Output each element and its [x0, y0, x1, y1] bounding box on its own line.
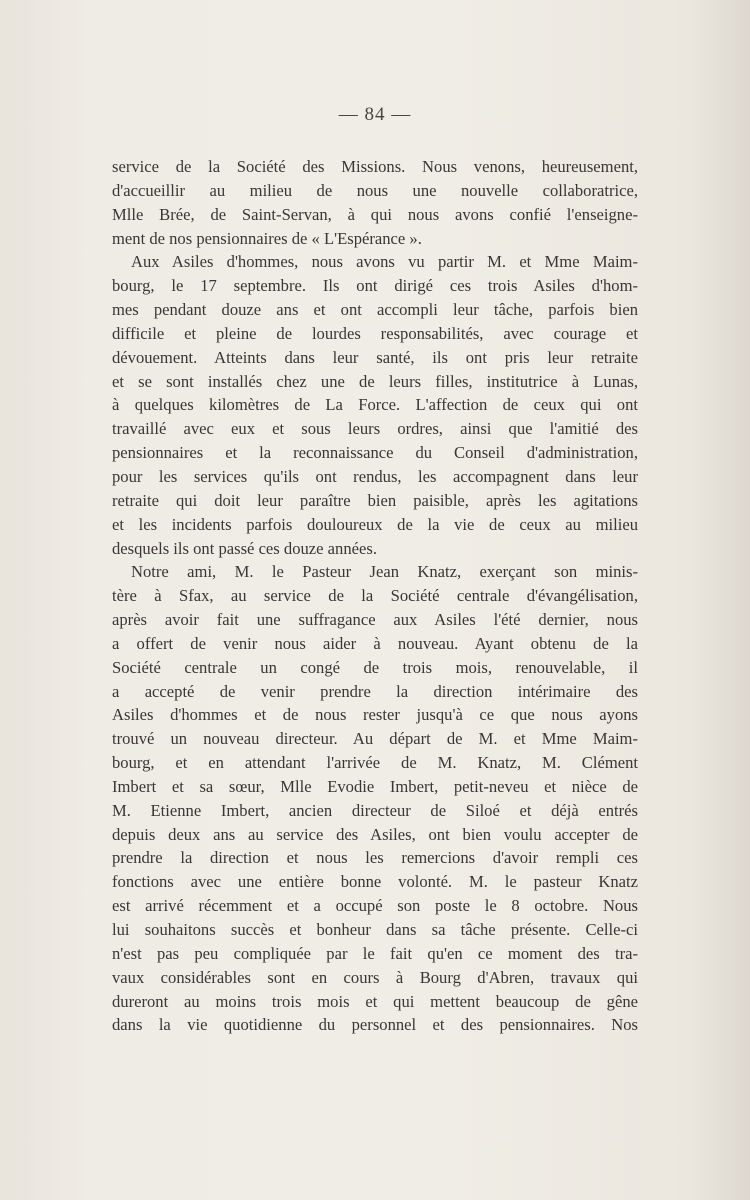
- text-line: bourg, et en attendant l'arrivée de M. Knatz, M. Clément: [112, 753, 638, 773]
- text-line: à quelques kilomètres de La Force. L'affection de ceux qui ont: [112, 395, 638, 415]
- text-line: Asiles d'hommes et de nous rester jusqu'à ce que nous ayons: [112, 705, 638, 725]
- text-line: après avoir fait une suffragance aux Asiles l'été dernier, nous: [112, 610, 638, 630]
- text-line: M. Etienne Imbert, ancien directeur de Siloé et déjà entrés: [112, 800, 638, 820]
- text-line: pensionnaires et la reconnaissance du Conseil d'administration,: [112, 443, 638, 463]
- text-line: desquels ils ont passé ces douze années.: [112, 538, 377, 558]
- text-line: service de la Société des Missions. Nous venons, heureusement,: [112, 157, 638, 176]
- text-line: lui souhaitons succès et bonheur dans sa tâche présente. Celle-ci: [112, 920, 638, 939]
- text-line: et les incidents parfois douloureux de la vie de ceux au milieu: [112, 514, 638, 534]
- text-line: depuis deux ans au service des Asiles, ont bien voulu accepter de: [112, 824, 638, 844]
- text-line: a accepté de venir prendre la direction intérimaire des: [112, 681, 638, 701]
- text-line: pour les services qu'ils ont rendus, les accompagnent dans leur: [112, 466, 638, 486]
- body-text: [112, 155, 638, 1037]
- text-line: difficile et pleine de lourdes responsabilités, avec courage et: [112, 323, 638, 343]
- text-line: travaillé avec eux et sous leurs ordres, ainsi que l'amitié des: [112, 419, 638, 439]
- text-line: vaux considérables sont en cours à Bourg d'Abren, travaux qui: [112, 967, 638, 987]
- text-line: est arrivé récemment et a occupé son poste le 8 octobre. Nous: [112, 896, 638, 916]
- text-line: prendre la direction et nous les remercions d'avoir rempli ces: [112, 848, 638, 868]
- text-line: mes pendant douze ans et ont accompli leur tâche, parfois bien: [112, 300, 638, 320]
- page-number: — 84 —: [338, 104, 412, 125]
- text-line: a offert de venir nous aider à nouveau. Ayant obtenu de la: [112, 633, 638, 653]
- text-line: Mlle Brée, de Saint-Servan, à qui nous avons confié l'enseigne-: [112, 204, 638, 224]
- text-line: dureront au moins trois mois et qui mettent beaucoup de gêne: [112, 991, 638, 1011]
- text-line: fonctions avec une entière bonne volonté. M. le pasteur Knatz: [112, 872, 638, 892]
- text-line: dévouement. Atteints dans leur santé, ils ont pris leur retraite: [112, 347, 638, 367]
- text-line: retraite qui doit leur paraître bien paisible, après les agitations: [112, 490, 638, 510]
- text-line: et se sont installés chez une de leurs filles, institutrice à Lunas,: [112, 371, 638, 391]
- text-line: Imbert et sa sœur, Mlle Evodie Imbert, petit-neveu et nièce de: [112, 776, 638, 796]
- text-line: Aux Asiles d'hommes, nous avons vu partir M. et Mme Maim-: [131, 252, 638, 272]
- text-line: bourg, le 17 septembre. Ils ont dirigé ces trois Asiles d'hom-: [112, 276, 638, 296]
- text-line: Notre ami, M. le Pasteur Jean Knatz, exerçant son minis-: [131, 562, 638, 582]
- text-line: dans la vie quotidienne du personnel et des pensionnaires. Nos: [112, 1015, 638, 1035]
- text-line: ment de nos pensionnaires de « L'Espérance ».: [112, 228, 422, 248]
- text-line: n'est pas peu compliquée par le fait qu'en ce moment des tra-: [112, 943, 638, 963]
- text-line: Société centrale un congé de trois mois, renouvelable, il: [112, 657, 638, 677]
- text-line: trouvé un nouveau directeur. Au départ de M. et Mme Maim-: [112, 729, 638, 749]
- text-line: d'accueillir au milieu de nous une nouvelle collaboratrice,: [112, 180, 638, 200]
- text-line: tère à Sfax, au service de la Société centrale d'évangélisation,: [112, 586, 638, 606]
